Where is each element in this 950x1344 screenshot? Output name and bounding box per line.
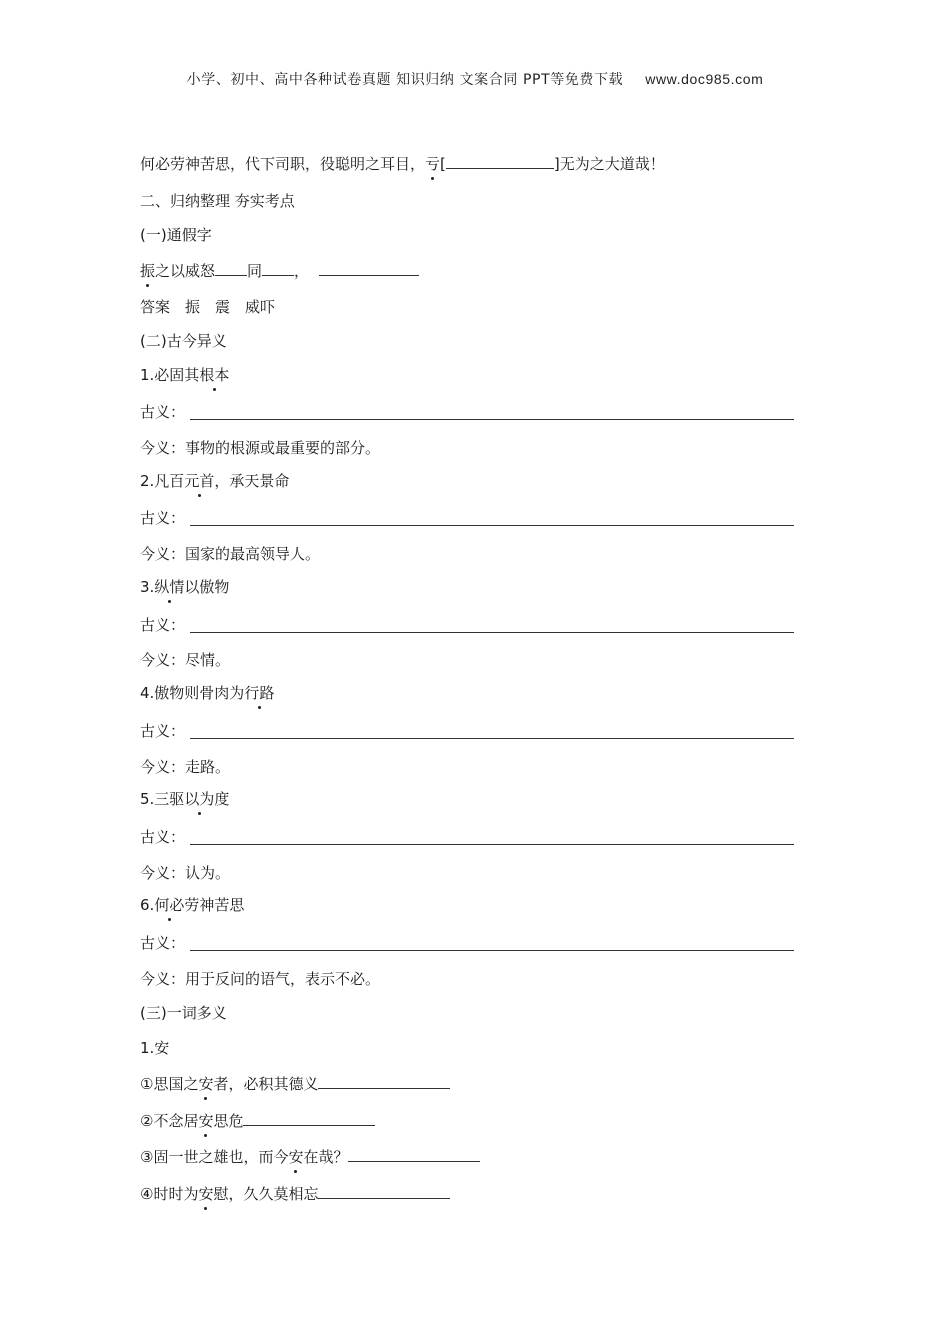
item-post: ，承天景命 <box>214 472 290 490</box>
header-site: www.doc985.com <box>645 71 764 87</box>
page-header <box>0 69 950 89</box>
gu-label-3: 古义： <box>140 616 186 634</box>
tongjia-line <box>140 259 419 281</box>
item-post: 在哉？ <box>303 1148 349 1166</box>
intro-pre: 何必劳神苦思，代下司职，役聪明之耳目， <box>140 155 426 173</box>
item-post: 慰，久久莫相忘 <box>213 1185 319 1203</box>
item-pre: ③固一世之雄也，而今 <box>140 1148 289 1166</box>
intro-dotted: 亏 <box>425 155 441 173</box>
item-pre: 3. <box>140 578 155 596</box>
item-pre: ④时时为 <box>140 1185 199 1203</box>
tongjia-comma: ， <box>294 262 310 280</box>
jin-2: 今义：国家的最高领导人。 <box>140 545 321 563</box>
item-dotted: 根本 <box>199 366 230 384</box>
item-dotted: 安 <box>198 1112 214 1130</box>
gu-label-2: 古义： <box>140 509 186 527</box>
item-post: 度 <box>214 790 230 808</box>
yici-item-4 <box>140 1182 450 1204</box>
gu-answer-line-5[interactable] <box>190 844 794 845</box>
gu-label-4: 古义： <box>140 722 186 740</box>
tongjia-tong: 同 <box>247 262 263 280</box>
yici-blank-3[interactable] <box>348 1145 480 1162</box>
gujin-item-6 <box>140 895 244 915</box>
jin-3: 今义：尽情。 <box>140 651 231 669</box>
item-post: 劳神苦思 <box>184 896 245 914</box>
gujin-item-1 <box>140 365 229 385</box>
item-dotted: 行路 <box>244 684 275 702</box>
yici-blank-2[interactable] <box>243 1109 375 1126</box>
yici-word: 1.安 <box>140 1039 170 1057</box>
gujin-item-5 <box>140 789 229 809</box>
item-dotted: 安 <box>288 1148 304 1166</box>
gu-label-5: 古义： <box>140 828 186 846</box>
item-pre: 6. <box>140 896 155 914</box>
item-dotted: 安 <box>198 1185 214 1203</box>
intro-blank[interactable] <box>446 152 554 169</box>
gu-answer-line-6[interactable] <box>190 950 794 951</box>
gu-answer-line-3[interactable] <box>190 632 794 633</box>
item-dotted: 何必 <box>154 896 185 914</box>
yici-blank-1[interactable] <box>318 1072 450 1089</box>
yici-blank-4[interactable] <box>318 1182 450 1199</box>
item-dotted: 安 <box>198 1075 214 1093</box>
gujin-title: (二)古今异义 <box>140 332 227 350</box>
gu-answer-line-2[interactable] <box>190 525 794 526</box>
gujin-item-2 <box>140 471 289 491</box>
gu-answer-line-4[interactable] <box>190 738 794 739</box>
item-pre: 1.必固其 <box>140 366 200 384</box>
item-post: 以傲物 <box>184 578 230 596</box>
intro-close: ]无为之大道哉！ <box>553 155 665 173</box>
jin-5: 今义：认为。 <box>140 864 231 882</box>
yici-item-2 <box>140 1109 375 1131</box>
tongjia-answer: 答案 振 震 威吓 <box>140 298 276 316</box>
jin-6: 今义：用于反问的语气，表示不必。 <box>140 970 381 988</box>
item-pre: ①思国之 <box>140 1075 199 1093</box>
item-dotted: 以为 <box>184 790 215 808</box>
section2-title: 二、归纳整理 夯实考点 <box>140 192 295 210</box>
tongjia-blank-2[interactable] <box>262 259 294 276</box>
item-post: 思危 <box>213 1112 244 1130</box>
yici-item-1 <box>140 1072 450 1094</box>
item-pre: 4.傲物则骨肉为 <box>140 684 245 702</box>
gu-label-6: 古义： <box>140 934 186 952</box>
gujin-item-3 <box>140 577 229 597</box>
item-pre: 5.三驱 <box>140 790 185 808</box>
jin-4: 今义：走路。 <box>140 758 231 776</box>
item-pre: 2.凡百 <box>140 472 185 490</box>
gujin-item-4 <box>140 683 274 703</box>
tongjia-title: (一)通假字 <box>140 226 212 244</box>
yici-title: (三)一词多义 <box>140 1004 227 1022</box>
gu-label-1: 古义： <box>140 403 186 421</box>
tongjia-blank-3[interactable] <box>319 259 419 276</box>
item-post: 者，必积其德义 <box>213 1075 319 1093</box>
header-text: 小学、初中、高中各种试卷真题 知识归纳 文案合同 PPT等免费下载 <box>186 72 624 88</box>
item-pre: ②不念居 <box>140 1112 199 1130</box>
jin-1: 今义：事物的根源或最重要的部分。 <box>140 439 381 457</box>
intro-line <box>140 152 665 174</box>
item-dotted: 元首 <box>184 472 215 490</box>
yici-item-3 <box>140 1145 480 1167</box>
tongjia-rest: 之以威怒 <box>155 262 216 280</box>
item-dotted: 纵情 <box>154 578 185 596</box>
gu-answer-line-1[interactable] <box>190 419 794 420</box>
tongjia-dotted: 振 <box>140 262 156 280</box>
bracket-open: [ <box>440 155 446 173</box>
tongjia-blank-1[interactable] <box>215 259 247 276</box>
